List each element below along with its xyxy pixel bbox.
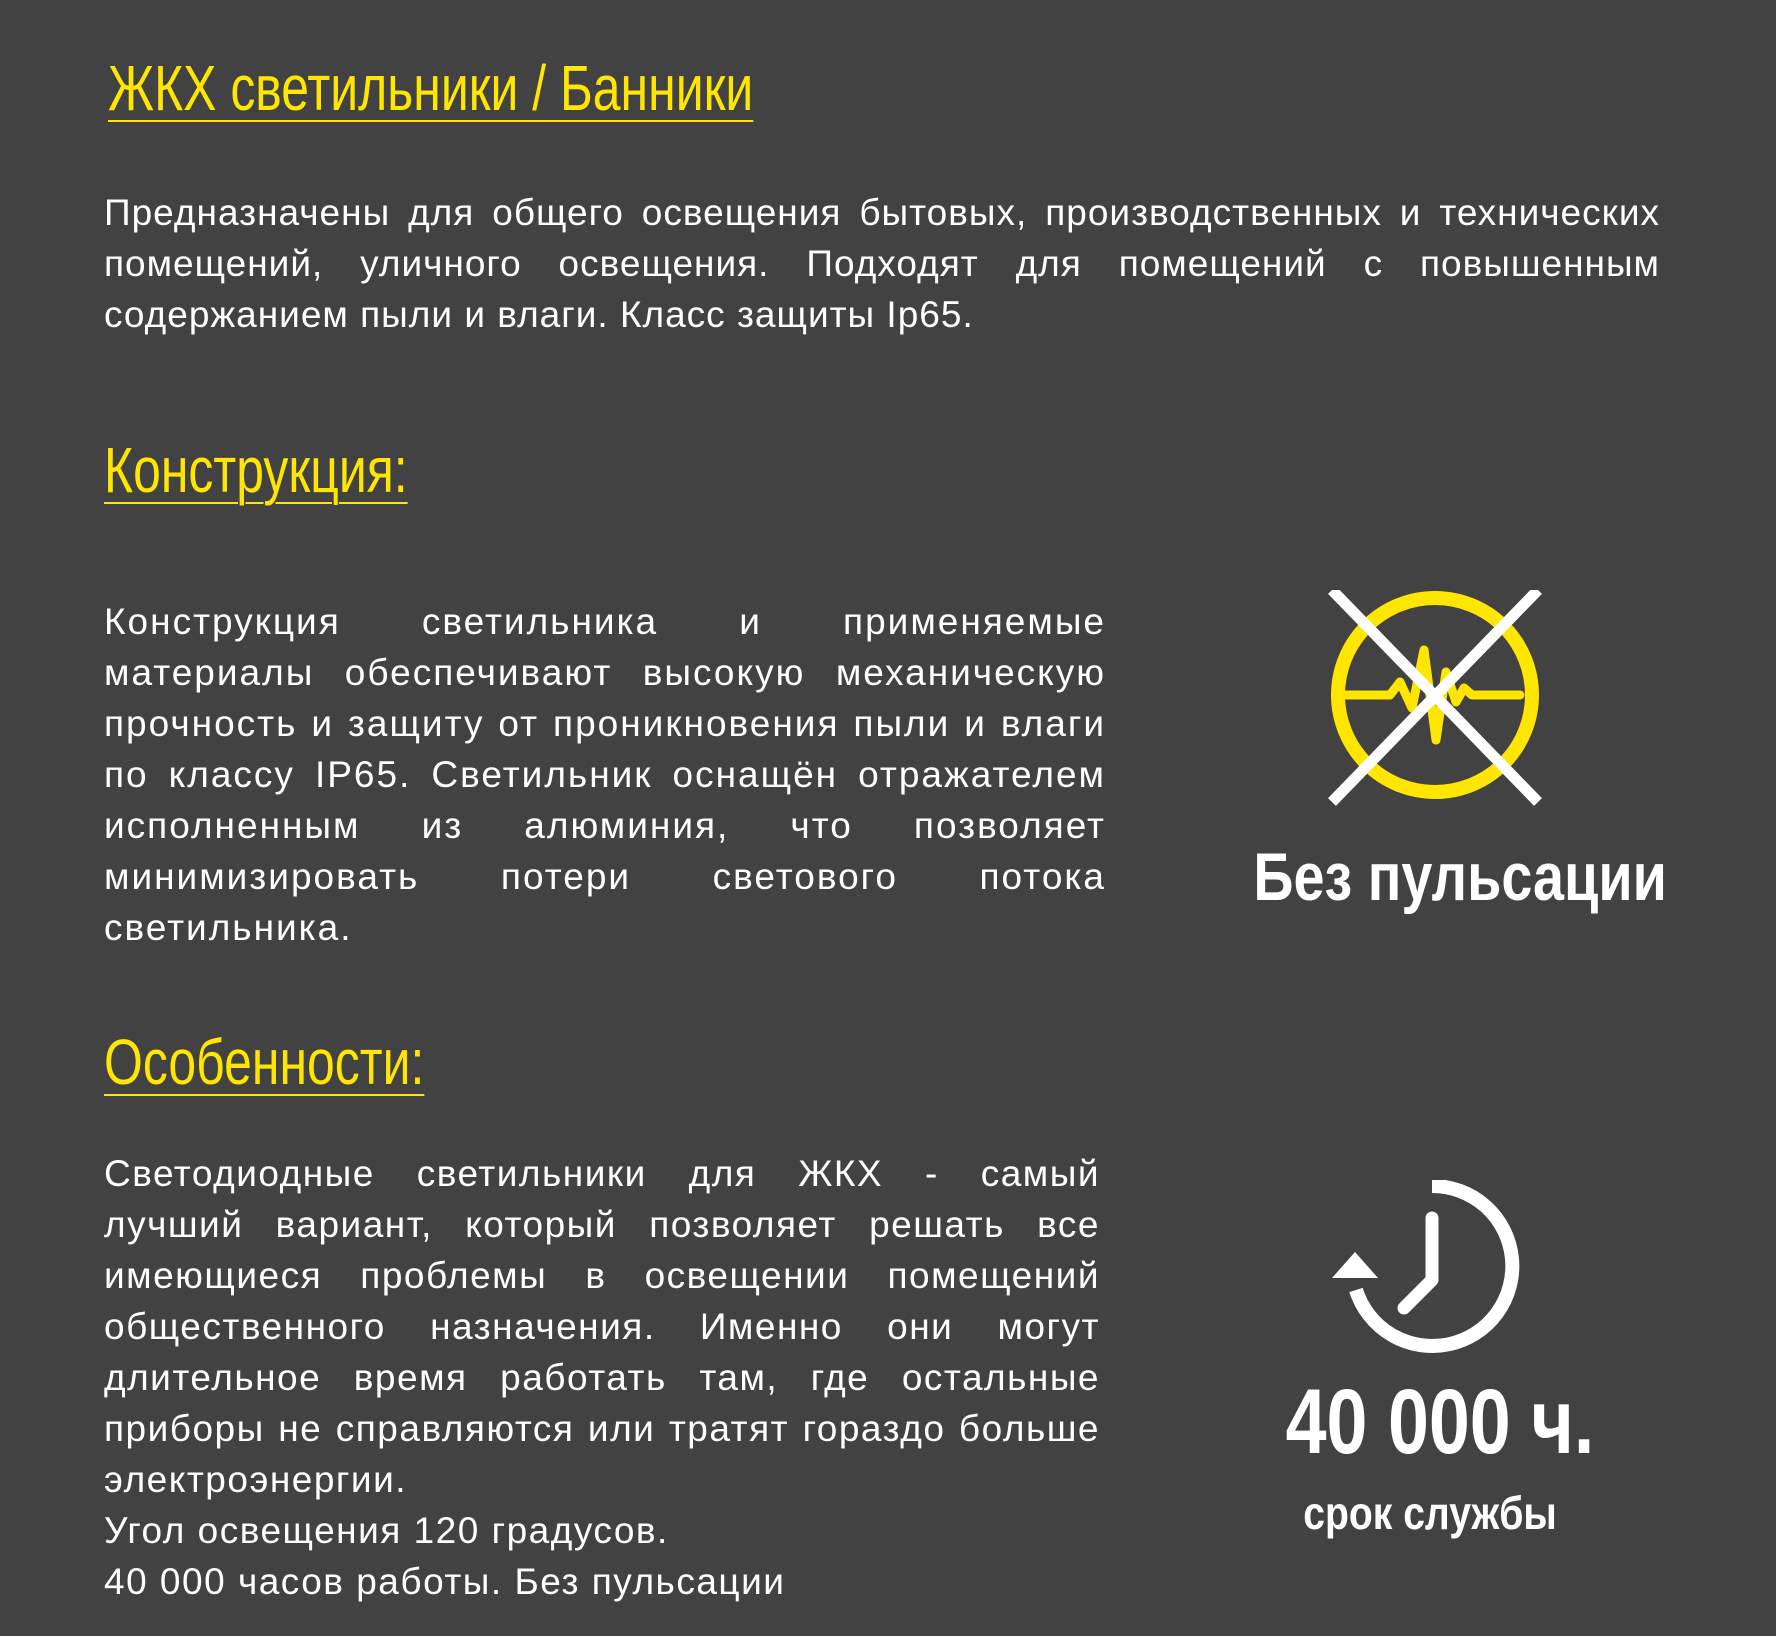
page-title: ЖКХ светильники / Банники	[108, 52, 754, 124]
construction-paragraph: Конструкция светильника и применяемые материалы обеспечивают высокую механическую прочность и защиту от проникновения пыли и влаги по классу IP65. Светильник оснащён отражателем исполненным из алюминия, что позволяет минимизировать потери светового потока светильника.	[104, 601, 1106, 948]
no-pulse-icon	[1320, 590, 1550, 820]
features-paragraph: Светодиодные светильники для ЖКХ - самый лучший вариант, который позволяет решать все имеющиеся проблемы в освещении помещений общественного назначения. Именно они могут длительное время работать там, где остальные приборы не справляются или тратят гораздо больше электроэнергии.	[104, 1153, 1100, 1500]
intro-paragraph: Предназначены для общего освещения бытовых, производственных и технических помещений, уличного освещения. Подходят для помещений с повышенным содержанием пыли и влаги. Класс защиты Ip65.	[104, 192, 1660, 335]
features-angle: Угол освещения 120 градусов.	[104, 1510, 669, 1551]
clock-icon	[1332, 1180, 1522, 1370]
lifetime-caption: срок службы	[1303, 1487, 1557, 1539]
features-block	[104, 1148, 1100, 1607]
features-heading: Особенности:	[104, 1026, 425, 1098]
no-pulse-label: Без пульсации	[1253, 839, 1667, 915]
construction-heading: Конструкция:	[104, 434, 408, 506]
features-hours: 40 000 часов работы. Без пульсации	[104, 1561, 786, 1602]
lifetime-value: 40 000 ч.	[1285, 1371, 1595, 1473]
